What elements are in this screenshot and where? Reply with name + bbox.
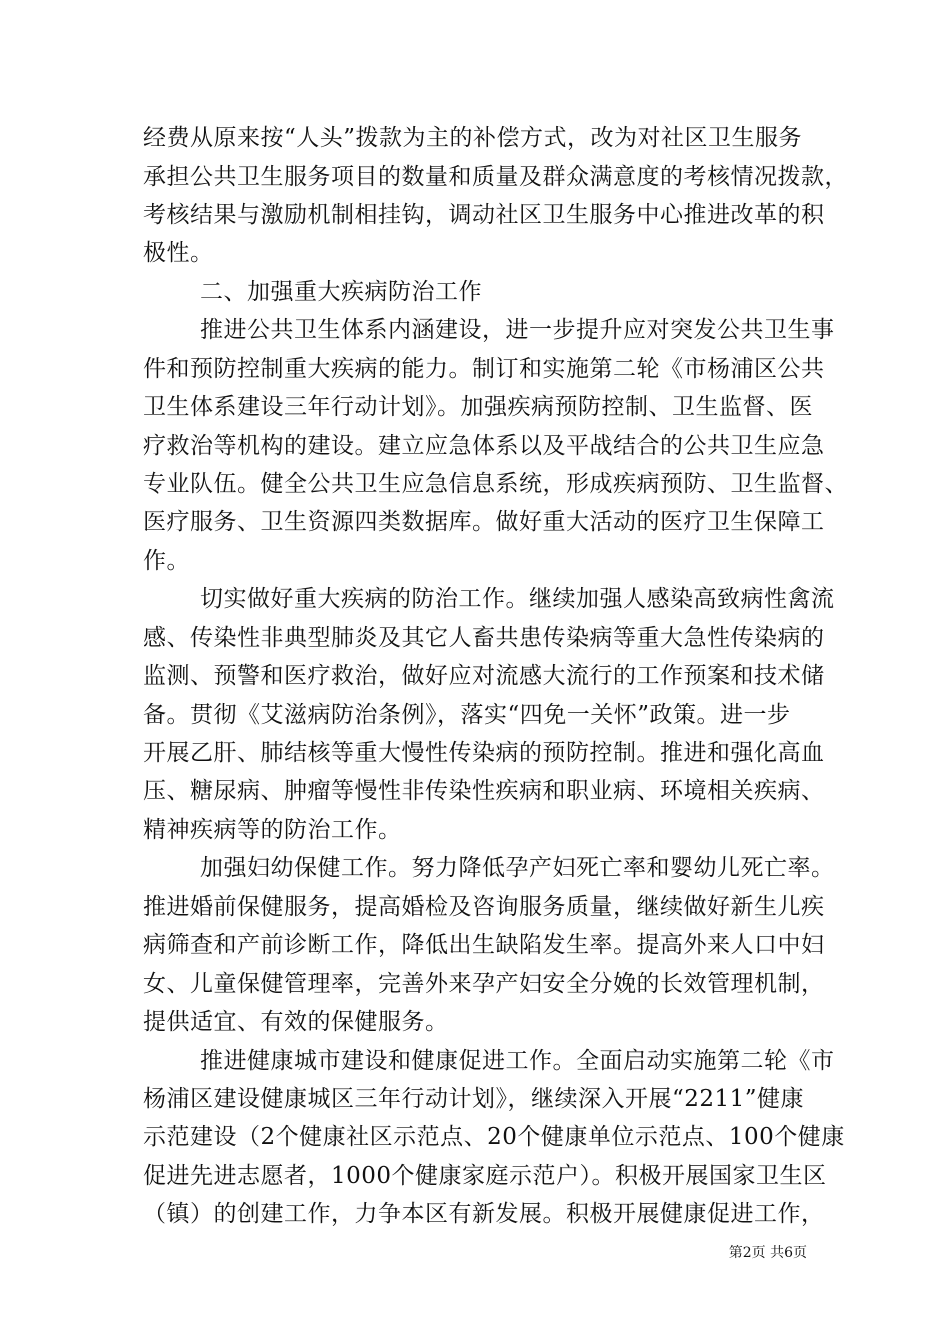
text-line: 女、儿童保健管理率，完善外来孕产妇安全分娩的长效管理机制， — [143, 971, 825, 997]
text-line: 提供适宜、有效的保健服务。 — [143, 1009, 449, 1035]
text-line: 作。 — [143, 548, 190, 574]
text-line: 加强妇幼保健工作。努力降低孕产妇死亡率和婴幼儿死亡率。 — [200, 855, 835, 881]
text-line: 示范建设（2个健康社区示范点、20个健康单位示范点、100个健康 — [143, 1124, 845, 1150]
text-line: 压、糖尿病、肿瘤等慢性非传染性疾病和职业病、环境相关疾病、 — [143, 778, 825, 804]
text-line: 精神疾病等的防治工作。 — [143, 817, 402, 843]
text-line: 考核结果与激励机制相挂钩，调动社区卫生服务中心推进改革的积 — [143, 202, 825, 228]
text-line: 疗救治等机构的建设。建立应急体系以及平战结合的公共卫生应急 — [143, 433, 825, 459]
text-line: 促进先进志愿者，1000个健康家庭示范户）。积极开展国家卫生区 — [143, 1163, 827, 1189]
text-line: 推进公共卫生体系内涵建设，进一步提升应对突发公共卫生事 — [200, 317, 835, 343]
text-line: 杨浦区建设健康城区三年行动计划》，继续深入开展“2211”健康 — [143, 1086, 805, 1112]
text-line: 承担公共卫生服务项目的数量和质量及群众满意度的考核情况拨款， — [143, 164, 848, 190]
text-line: 开展乙肝、肺结核等重大慢性传染病的预防控制。推进和强化高血 — [143, 740, 825, 766]
text-line: 医疗服务、卫生资源四类数据库。做好重大活动的医疗卫生保障工 — [143, 509, 825, 535]
text-line: 病筛查和产前诊断工作，降低出生缺陷发生率。提高外来人口中妇 — [143, 932, 825, 958]
text-line: 极性。 — [143, 240, 214, 266]
text-line: 切实做好重大疾病的防治工作。继续加强人感染高致病性禽流 — [200, 586, 835, 612]
section-heading: 二、加强重大疾病防治工作 — [200, 279, 482, 305]
text-line: 件和预防控制重大疾病的能力。制订和实施第二轮《市杨浦区公共 — [143, 356, 825, 382]
text-line: （镇）的创建工作，力争本区有新发展。积极开展健康促进工作， — [143, 1201, 825, 1227]
text-line: 推进婚前保健服务，提高婚检及咨询服务质量，继续做好新生儿疾 — [143, 894, 825, 920]
text-line: 监测、预警和医疗救治，做好应对流感大流行的工作预案和技术储 — [143, 663, 825, 689]
text-line: 推进健康城市建设和健康促进工作。全面启动实施第二轮《市 — [200, 1048, 835, 1074]
text-line: 经费从原来按“人头”拨款为主的补偿方式，改为对社区卫生服务 — [143, 125, 803, 151]
page-number-footer: 第2页 共6页 — [728, 1245, 807, 1261]
text-line: 备。贯彻《艾滋病防治条例》，落实“四免一关怀”政策。进一步 — [143, 702, 791, 728]
text-line: 卫生体系建设三年行动计划》。加强疾病预防控制、卫生监督、医 — [143, 394, 813, 420]
text-line: 感、传染性非典型肺炎及其它人畜共患传染病等重大急性传染病的 — [143, 625, 825, 651]
text-line: 专业队伍。健全公共卫生应急信息系统，形成疾病预防、卫生监督、 — [143, 471, 848, 497]
